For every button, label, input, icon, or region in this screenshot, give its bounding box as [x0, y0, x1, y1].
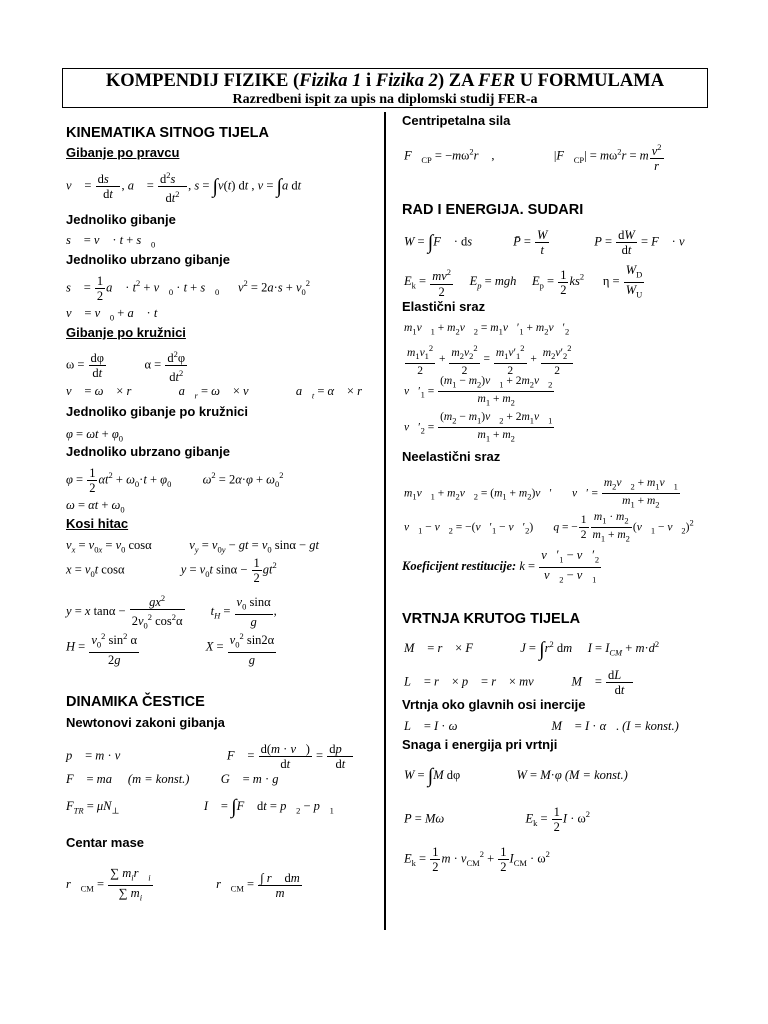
- formula-elastic-v2: $v⃗'_2$ = $\frac{(m_2 - m_1)v⃗_2 + 2m_1v⃗_1}{m_1 + m_2}$: [404, 411, 553, 444]
- formula-velocity: v⃗ = $v⃗_0$ + a⃗ · t: [66, 306, 158, 323]
- heading-centripetalna: Centripetalna sila: [402, 113, 511, 128]
- formula-principal-axes: L⃗ = I · ω⃗ M⃗ = I · α⃗. (I = konst.): [404, 719, 679, 733]
- formula-accelerated: s⃗ = $\frac{1}{2}$ a⃗ · $t^2$ + $v⃗_0 \cdot t$ + $s⃗_0$ $v^2 = 2a\cdot s + v_0^2$: [66, 274, 310, 303]
- page-subtitle: Razredbeni ispit za upis na diplomski studij FER-a: [232, 92, 538, 107]
- formula-inelastic: $m_1v⃗_1$ + $m_2v⃗_2 = (m_1$ + $m_2)v⃗'$ v⃗′ = $\frac{m_2v⃗_2 + m_1v⃗_1}{m_1 + m_2}$: [404, 477, 678, 510]
- formula-friction-impulse: $F_{TR} = \mu N_\perp$ I⃗ = ∫F⃗ dt = $p⃗_2$ − $p⃗_1$: [66, 796, 334, 819]
- formula-work-power: W = ∫F⃗ · ds⃗ P̄ = $\frac{W}{t}$ P = $\frac{dW}{dt}$ = F⃗ · v⃗: [404, 228, 695, 257]
- heading-vrtnja-osi: Vrtnja oko glavnih osi inercije: [402, 697, 586, 712]
- formula-torque: M⃗ = r⃗ × F⃗ $J = \int r^2$ dm $I = I_{CM} + m\cdot d^2$: [404, 638, 660, 661]
- formula-kinematics: v⃗ = $\frac{ds⃗}{dt}$ , a⃗ = $\frac{d^2s⃗}{dt^2}$ , s = ∫v(t) dt , v = ∫a dt: [66, 170, 302, 206]
- title-box: [62, 68, 708, 108]
- formula-projectile-v: $v_x = v_{0x} = v_0$ cosα $v_y = v_{0y}$ − gt = $v_0$ sinα − gt: [66, 538, 319, 555]
- heading-snaga: Snaga i energija pri vrtnji: [402, 737, 558, 752]
- heading-elasticni: Elastični sraz: [402, 299, 486, 314]
- formula-projectile-pos: $x = v_0t$ cosα $y = v_0t$ sinα − $\frac{1}{2}$ $gt^2$: [66, 556, 277, 585]
- heading-jednoliko-gibanje: Jednoliko gibanje: [66, 212, 176, 227]
- formula-omega: $\omega = \alpha t + \omega_0$: [66, 498, 125, 515]
- formula-rot-work: W = ∫M dφ W = M·φ (M = konst.): [404, 765, 628, 788]
- heading-kosi-hitac: Kosi hitac: [66, 516, 129, 531]
- formula-elastic-momentum: $m_1v⃗_1$ + $m_2v⃗_2$ = $m_1v⃗'_1$ + $m_2v⃗'_2$: [404, 322, 570, 337]
- formula-angular-momentum: L⃗ = r⃗ × p⃗ = r⃗ × mv⃗ M⃗ = $\frac{dL⃗}{dt}$: [404, 668, 631, 697]
- heading-gibanje-pravcu: Gibanje po pravcu: [66, 145, 180, 160]
- formula-center-mass: $r⃗_{CM}$ = ∑ $m_ir⃗_i$ ∑ $m_i$ $r⃗_{CM}$ = $\frac{\int r⃗ dm}{m}$: [66, 866, 300, 902]
- formula-range: H = $\frac{v_0^2 \sin^2 \alpha}{2g}$ X = $\frac{v_0^2 \sin 2\alpha}{g}$: [66, 631, 275, 667]
- section-kinematika: KINEMATIKA SITNOG TIJELA: [66, 125, 269, 141]
- page-title: KOMPENDIJ FIZIKE (Fizika 1 i Fizika 2) ZA FER U FORMULAMA: [105, 71, 665, 91]
- formula-elastic-v1: $v⃗'_1$ = $\frac{(m_1 - m_2)v⃗_1 + 2m_2v⃗_2}{m_1 + m_2}$: [404, 375, 553, 408]
- section-rad-energija: RAD I ENERGIJA. SUDARI: [402, 202, 584, 218]
- heading-jednoliko-ubrzano-2: Jednoliko ubrzano gibanje: [66, 444, 230, 459]
- formula-restitution: Koeficijent restitucije: k = $\frac{v⃗'_1 - v⃗'_2}{v⃗_2 - v⃗_1}$: [402, 548, 600, 584]
- heading-newtonovi: Newtonovi zakoni gibanja: [66, 715, 225, 730]
- formula-rot-energy: $E_k$ = $\frac{1}{2}$ $m \cdot v_{CM}^2$ + $\frac{1}{2}$ $I_{CM} \cdot \omega^2$: [404, 845, 550, 874]
- formula-circular-vectors: v⃗ = ω⃗ × r⃗ $a⃗_r$ = ω⃗ × v⃗ $a⃗_t$ = α⃗ × r⃗: [66, 384, 372, 401]
- heading-neelasticni: Neelastični sraz: [402, 449, 501, 464]
- section-vrtnja: VRTNJA KRUTOG TIJELA: [402, 611, 581, 627]
- column-divider: [384, 112, 386, 930]
- formula-rot-power: P = Mω $E_k$ = $\frac{1}{2}$ $I \cdot \omega^2$: [404, 805, 590, 834]
- formula-circular: ω = $\frac{d\varphi}{dt}$ α = $\frac{d^2\varphi}{dt^2}$: [66, 349, 186, 385]
- formula-inelastic-q: $v⃗_1$ − $v⃗_2$ = $-(v⃗'_1$ − $v⃗'_2$) q = − $\frac{1}{2}$ $\frac{m_1 \cdot m_2}{m_1 + m_2}$ ($v⃗_1$ − $v⃗_2)^2$: [404, 511, 694, 544]
- formula-momentum: p⃗ = m · v⃗ F⃗ = $\frac{d(m \cdot v⃗)}{dt}$ = $\frac{dp⃗}{dt}$: [66, 742, 352, 771]
- formula-energies: $E_k$ = $\frac{mv^2}{2}$ $E_p$ = mgh $E_p$ = $\frac{1}{2}$ $ks^2$ η = $\frac{W_D}{W_U}$: [404, 263, 643, 299]
- heading-gibanje-kruznici: Gibanje po kružnici: [66, 325, 186, 340]
- formula-phi-uniform: $\varphi = \omega t + \varphi_0$: [66, 427, 124, 444]
- heading-jednoliko-ubrzano: Jednoliko ubrzano gibanje: [66, 252, 230, 267]
- formula-phi-accel: φ = $\frac{1}{2}$ $\alpha t^2 + \omega_0\cdot t + \varphi_0$ $\omega^2 = 2\alpha\cdot\varphi + \omega_0^2$: [66, 466, 284, 495]
- formula-elastic-energy: $\frac{m_1v_1^2}{2}$ + $\frac{m_2v_2^2}{2}$ = $\frac{m_1v'_1^2}{2}$ + $\frac{m_2v'_2^2}{2}$: [407, 343, 572, 378]
- section-dinamika: DINAMIKA ČESTICE: [66, 694, 205, 710]
- formula-trajectory: y = x tanα − $\frac{gx^2}{2v_0^2 \cos^2\alpha}$ $t_H$ = $\frac{v_0 \sin\alpha}{g}$ ,: [66, 593, 277, 631]
- formula-uniform: s⃗ = v⃗ · $t + s⃗_0$: [66, 233, 156, 250]
- formula-centripetal: $F⃗_{CP}$ = $-m\omega^2r⃗$ , $|F⃗_{CP}| = m\omega^2r = m$ $\frac{v^2}{r}$: [404, 142, 662, 174]
- heading-jednoliko-kruznici: Jednoliko gibanje po kružnici: [66, 404, 249, 419]
- formula-force: F⃗ = ma⃗ (m = konst.) G⃗ = m · g⃗: [66, 772, 289, 786]
- heading-centar-mase: Centar mase: [66, 835, 145, 850]
